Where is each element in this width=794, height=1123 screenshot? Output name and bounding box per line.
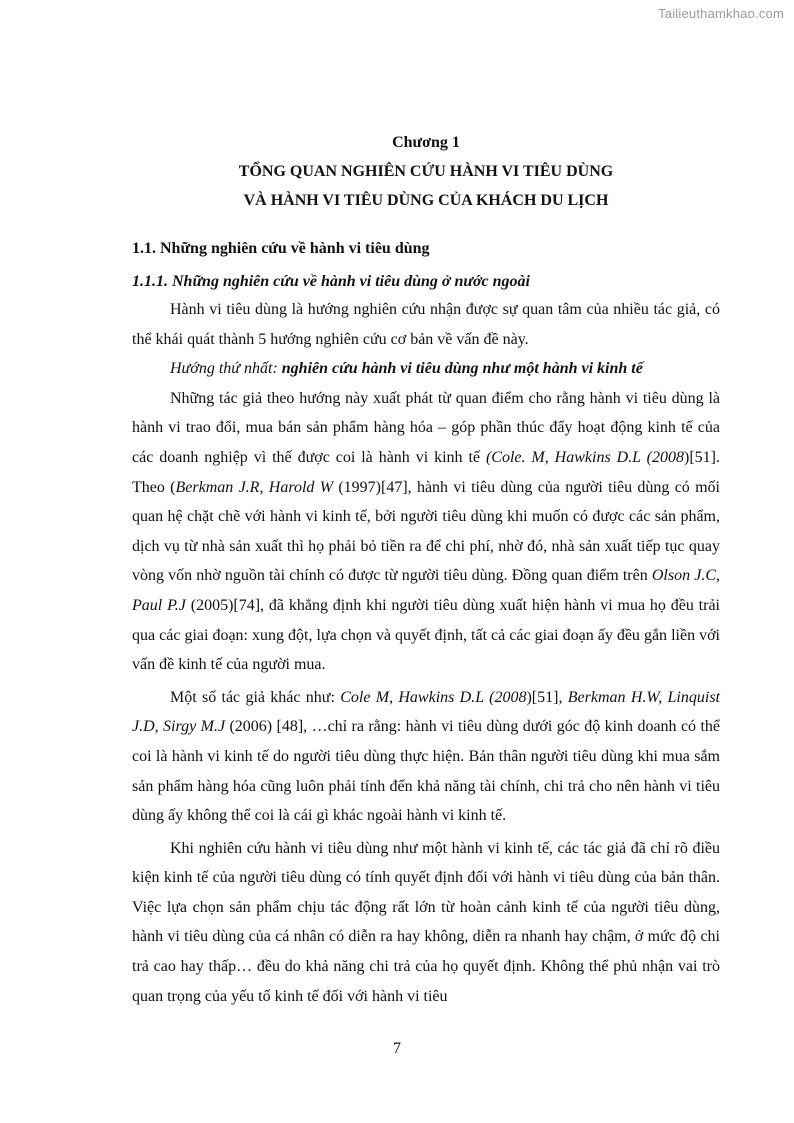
text-run: Một số tác giả khác như:	[170, 688, 341, 706]
text-run: (2005)[74], đã khẳng định khi người tiêu dùng xuất hiện hành vi mua họ đều trải qua các giai đoạn: xung đột, lựa chọn và quyết định, tất cả các giai đoạn ấy đều gắn liền với vấn đề kinh tế của người mua.	[132, 596, 721, 674]
citation: Berkman J.R, Harold W	[175, 478, 334, 496]
chapter-number: Chương 1	[392, 134, 460, 151]
chapter-title-line-1: TỔNG QUAN NGHIÊN CỨU HÀNH VI TIÊU DÙNG	[238, 163, 614, 180]
citation: Olson J.C, Paul P.J	[132, 567, 721, 614]
paragraph-intro: Hành vi tiêu dùng là hướng nghiên cứu nhận được sự quan tâm của nhiều tác giả, có thể khái quát thành 5 hướng nghiên cứu cơ bản về vấn đề này.	[132, 301, 720, 348]
citation: Berkman H.W, Linquist J.D, Sirgy M.J	[132, 688, 720, 736]
paragraph-direction-one	[132, 354, 720, 384]
section-heading: 1.1. Những nghiên cứu về hành vi tiêu dùng	[132, 240, 430, 257]
page-number: 7	[393, 1040, 401, 1057]
citation: (Cole. M, Hawkins D.L (2008	[485, 448, 685, 466]
text-run: )[51]. Theo (	[132, 448, 720, 496]
text-run: Những tác giả theo hướng này xuất phát từ quan điểm cho rằng hành vi tiêu dùng là hành vi trao đổi, mua bán sản phẩm hàng hóa – góp phần thúc đẩy hoạt động kinh tế của các doanh nghiệp vì thế được coi là hành vi kinh tế	[132, 389, 720, 466]
text-run: )[51],	[526, 688, 568, 706]
citation: Cole M, Hawkins D.L (2008	[340, 688, 527, 706]
document-page	[132, 128, 720, 1011]
text-run: (2006) [48], …chỉ ra rằng: hành vi tiêu dùng dưới góc độ kinh doanh có thể coi là hành vi kinh tế do người tiêu dùng thực hiện. Bản thân người tiêu dùng khi mua sắm sản phẩm hàng hóa cũng luôn phải tính đến khả năng tài chính, chi trả cho nên hành vi tiêu dùng ấy không thể coi là cái gì khác ngoài hành vi kinh tế.	[132, 718, 721, 825]
paragraph-other-authors	[132, 683, 720, 831]
subsection-heading: 1.1.1. Những nghiên cứu về hành vi tiêu dùng ở nước ngoài	[132, 273, 530, 290]
chapter-title-line-2: VÀ HÀNH VI TIÊU DÙNG CỦA KHÁCH DU LỊCH	[243, 192, 609, 209]
paragraph-economic-conditions: Khi nghiên cứu hành vi tiêu dùng như một hành vi kinh tế, các tác giả đã chỉ rõ điều kiện kinh tế của người tiêu dùng có tính quyết định đối với hành vi tiêu dùng của bản thân. Việc lựa chọn sản phẩm chịu tác động rất lớn từ hoàn cảnh kinh tế của người tiêu dùng, hành vi tiêu dùng của cá nhân có diễn ra hay không, diễn ra nhanh hay chậm, ở mức độ chi trả cao hay thấp… đều do khả năng chi trả của họ quyết định. Không thể phủ nhận vai trò quan trọng của yếu tố kinh tế đối với hành vi tiêu	[132, 839, 720, 1005]
watermark: Tailieuthamkhao.com	[658, 6, 784, 21]
paragraph-economic-behavior	[132, 384, 720, 680]
direction-label: Hướng thứ nhất:	[170, 360, 282, 378]
text-run: (1997)[47], hành vi tiêu dùng của người tiêu dùng có mối quan hệ chặt chẽ với hành vi kinh tế, bởi người tiêu dùng khi muốn có được các sản phẩm, dịch vụ từ nhà sản xuất thì họ phải bỏ tiền ra để chi phí, nhờ đó, nhà sản xuất tiếp tục quay vòng vốn nhờ nguồn tài chính có được từ người tiêu dùng. Đồng quan điểm trên	[132, 478, 721, 585]
direction-title: nghiên cứu hành vi tiêu dùng như một hành vi kinh tế	[281, 360, 643, 378]
